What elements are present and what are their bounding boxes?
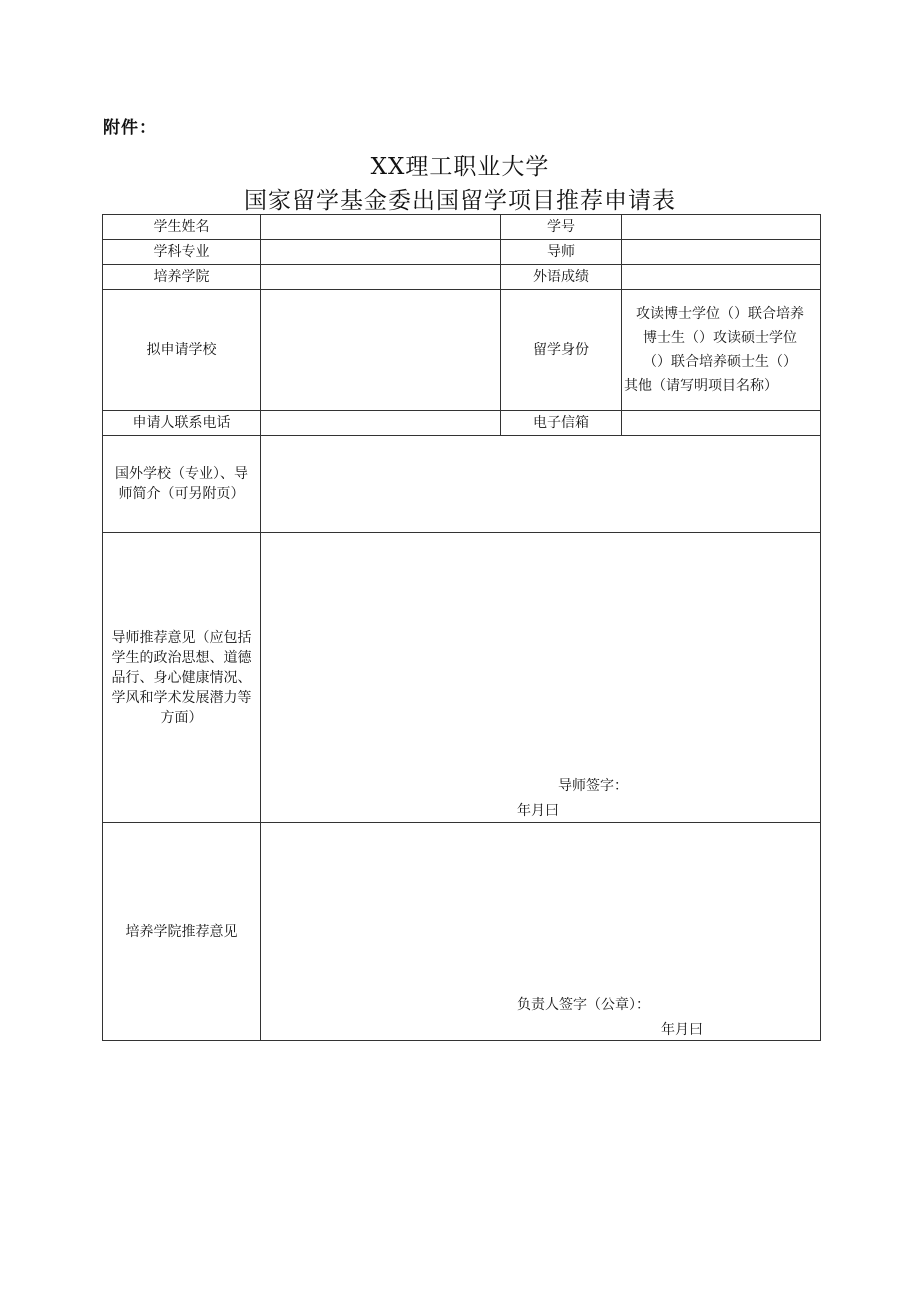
email-label: 电子信箱 [501,411,622,436]
advisor-field[interactable] [622,240,821,265]
major-label: 学科专业 [103,240,261,265]
target-school-field[interactable] [261,290,501,411]
major-field[interactable] [261,240,501,265]
target-school-label: 拟申请学校 [103,290,261,411]
advisor-opinion-line: 学生的政治思想、道德 [111,649,252,666]
college-label: 培养学院 [103,265,261,290]
advisor-opinion-line: 品行、身心健康情况、 [111,669,252,686]
attachment-label: 附件： [103,118,157,138]
advisor-signature-label: 导师签字： [558,778,628,794]
study-status-line: （）联合培养硕士生（） [643,354,797,370]
college-date-label: 年月曰 [661,1022,703,1038]
college-field[interactable] [261,265,501,290]
advisor-date-label: 年月曰 [517,803,559,819]
university-title: XX理工职业大学 [370,154,550,180]
language-score-field[interactable] [622,265,821,290]
study-status-line: 其他（请写明项目名称） [624,378,778,394]
row-advisor-opinion [103,533,821,823]
advisor-opinion-field[interactable] [261,533,821,823]
advisor-opinion-label [103,533,261,823]
row-foreign-intro [103,436,821,533]
row-major [103,240,821,265]
study-status-line: 攻读博士学位（）联合培养 [636,306,804,322]
student-name-label: 学生姓名 [103,215,261,240]
college-signature-label: 负责人签字（公章）： [517,997,650,1013]
row-name [103,215,821,240]
application-form-table [102,214,821,1041]
foreign-intro-line: 国外学校（专业）、导 [115,466,248,482]
advisor-opinion-line: 学风和学术发展潜力等 [111,689,252,706]
row-college [103,265,821,290]
phone-label: 申请人联系电话 [103,411,261,436]
foreign-intro-line: 师简介（可另附页） [118,486,245,502]
row-college-opinion [103,823,821,1041]
study-status-line: 博士生（）攻读硕士学位 [643,330,797,346]
college-opinion-field[interactable] [261,823,821,1041]
foreign-intro-field[interactable] [261,436,821,533]
study-status-options[interactable] [622,290,821,411]
college-opinion-label: 培养学院推荐意见 [103,823,261,1041]
foreign-intro-label [103,436,261,533]
form-title: 国家留学基金委出国留学项目推荐申请表 [244,188,676,214]
advisor-label: 导师 [501,240,622,265]
student-id-field[interactable] [622,215,821,240]
row-school [103,290,821,411]
row-contact [103,411,821,436]
email-field[interactable] [622,411,821,436]
advisor-opinion-line: 方面） [160,709,203,726]
language-score-label: 外语成绩 [501,265,622,290]
phone-field[interactable] [261,411,501,436]
student-name-field[interactable] [261,215,501,240]
advisor-opinion-line: 导师推荐意见（应包括 [111,629,252,646]
study-status-label: 留学身份 [501,290,622,411]
student-id-label: 学号 [501,215,622,240]
